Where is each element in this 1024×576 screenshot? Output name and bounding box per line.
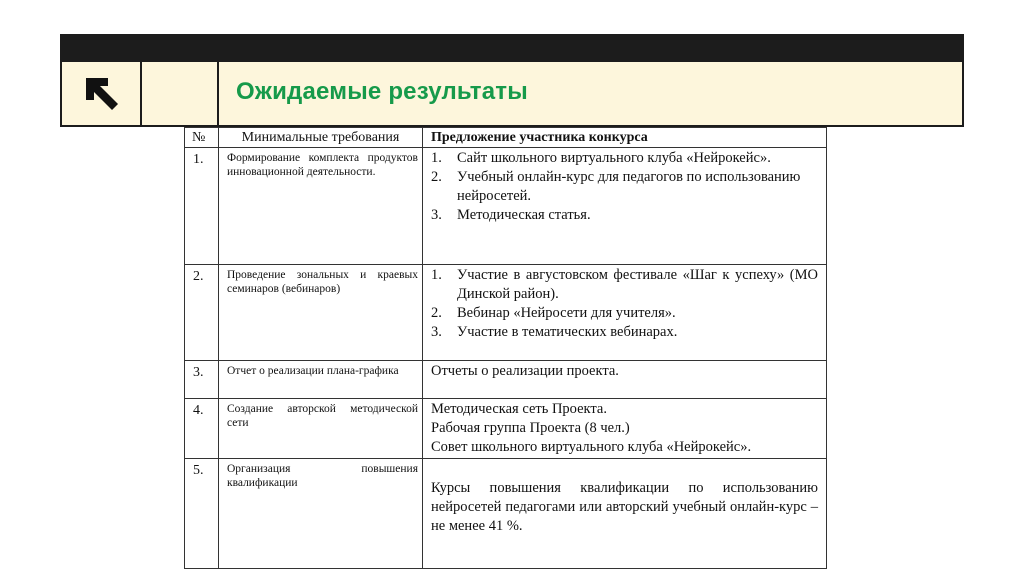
row-number: 1.	[185, 148, 219, 265]
proposal-cell	[423, 148, 827, 265]
row-number: 5.	[185, 459, 219, 569]
row-number: 2.	[185, 265, 219, 361]
table-row	[185, 361, 827, 399]
proposal-line: Совет школьного виртуального клуба «Нейрокейс».	[431, 439, 752, 455]
proposal-cell	[423, 361, 827, 399]
header-divider	[217, 62, 219, 125]
requirement-cell: Формирование комплекта продуктов инновационной деятельности.	[219, 148, 423, 265]
list-item: 3. Методическая статья.	[431, 207, 591, 223]
list-item: 2. Учебный онлайн-курс для педагогов по использованию нейросетей.	[431, 169, 801, 204]
requirement-cell: Проведение зональных и краевых семинаров (вебинаров)	[219, 265, 423, 361]
row-number: 4.	[185, 399, 219, 459]
table-row	[185, 399, 827, 459]
proposal-line: Методическая сеть Проекта.	[431, 401, 607, 417]
arrow-up-left-icon	[82, 74, 122, 114]
proposal-cell	[423, 459, 827, 569]
slide-header	[60, 62, 964, 127]
requirement-cell: Создание авторской методической сети	[219, 399, 423, 459]
list-item: 1. Участие в августовском фестивале «Шаг к успеху» (МО Динской район).	[431, 267, 818, 302]
requirement-cell: Отчет о реализации плана-графика	[219, 361, 423, 399]
list-item: 3. Участие в тематических вебинарах.	[431, 324, 678, 340]
header-divider	[140, 62, 142, 125]
proposal-cell	[423, 265, 827, 361]
table-row	[185, 265, 827, 361]
row-number: 3.	[185, 361, 219, 399]
proposal-line: Отчеты о реализации проекта.	[431, 363, 619, 379]
list-item: 2. Вебинар «Нейросети для учителя».	[431, 305, 676, 321]
page-title: Ожидаемые результаты	[236, 78, 528, 105]
top-bar	[60, 34, 964, 62]
proposal-paragraph: Курсы повышения квалификации по использованию нейросетей педагогами или авторский учебный онлайн-курс – не менее 41 %.	[431, 480, 818, 534]
list-item: 1. Сайт школьного виртуального клуба «Нейрокейс».	[431, 150, 771, 166]
column-header-proposal: Предложение участника конкурса	[423, 128, 827, 148]
requirement-cell: Организация повышения квалификации	[219, 459, 423, 569]
table-header-row	[185, 128, 827, 148]
proposal-line: Рабочая группа Проекта (8 чел.)	[431, 420, 630, 436]
proposal-cell	[423, 399, 827, 459]
table-row	[185, 148, 827, 265]
table-row	[185, 459, 827, 569]
results-table	[184, 127, 827, 569]
column-header-requirements: Минимальные требования	[219, 128, 423, 148]
column-header-number: №	[185, 128, 219, 148]
